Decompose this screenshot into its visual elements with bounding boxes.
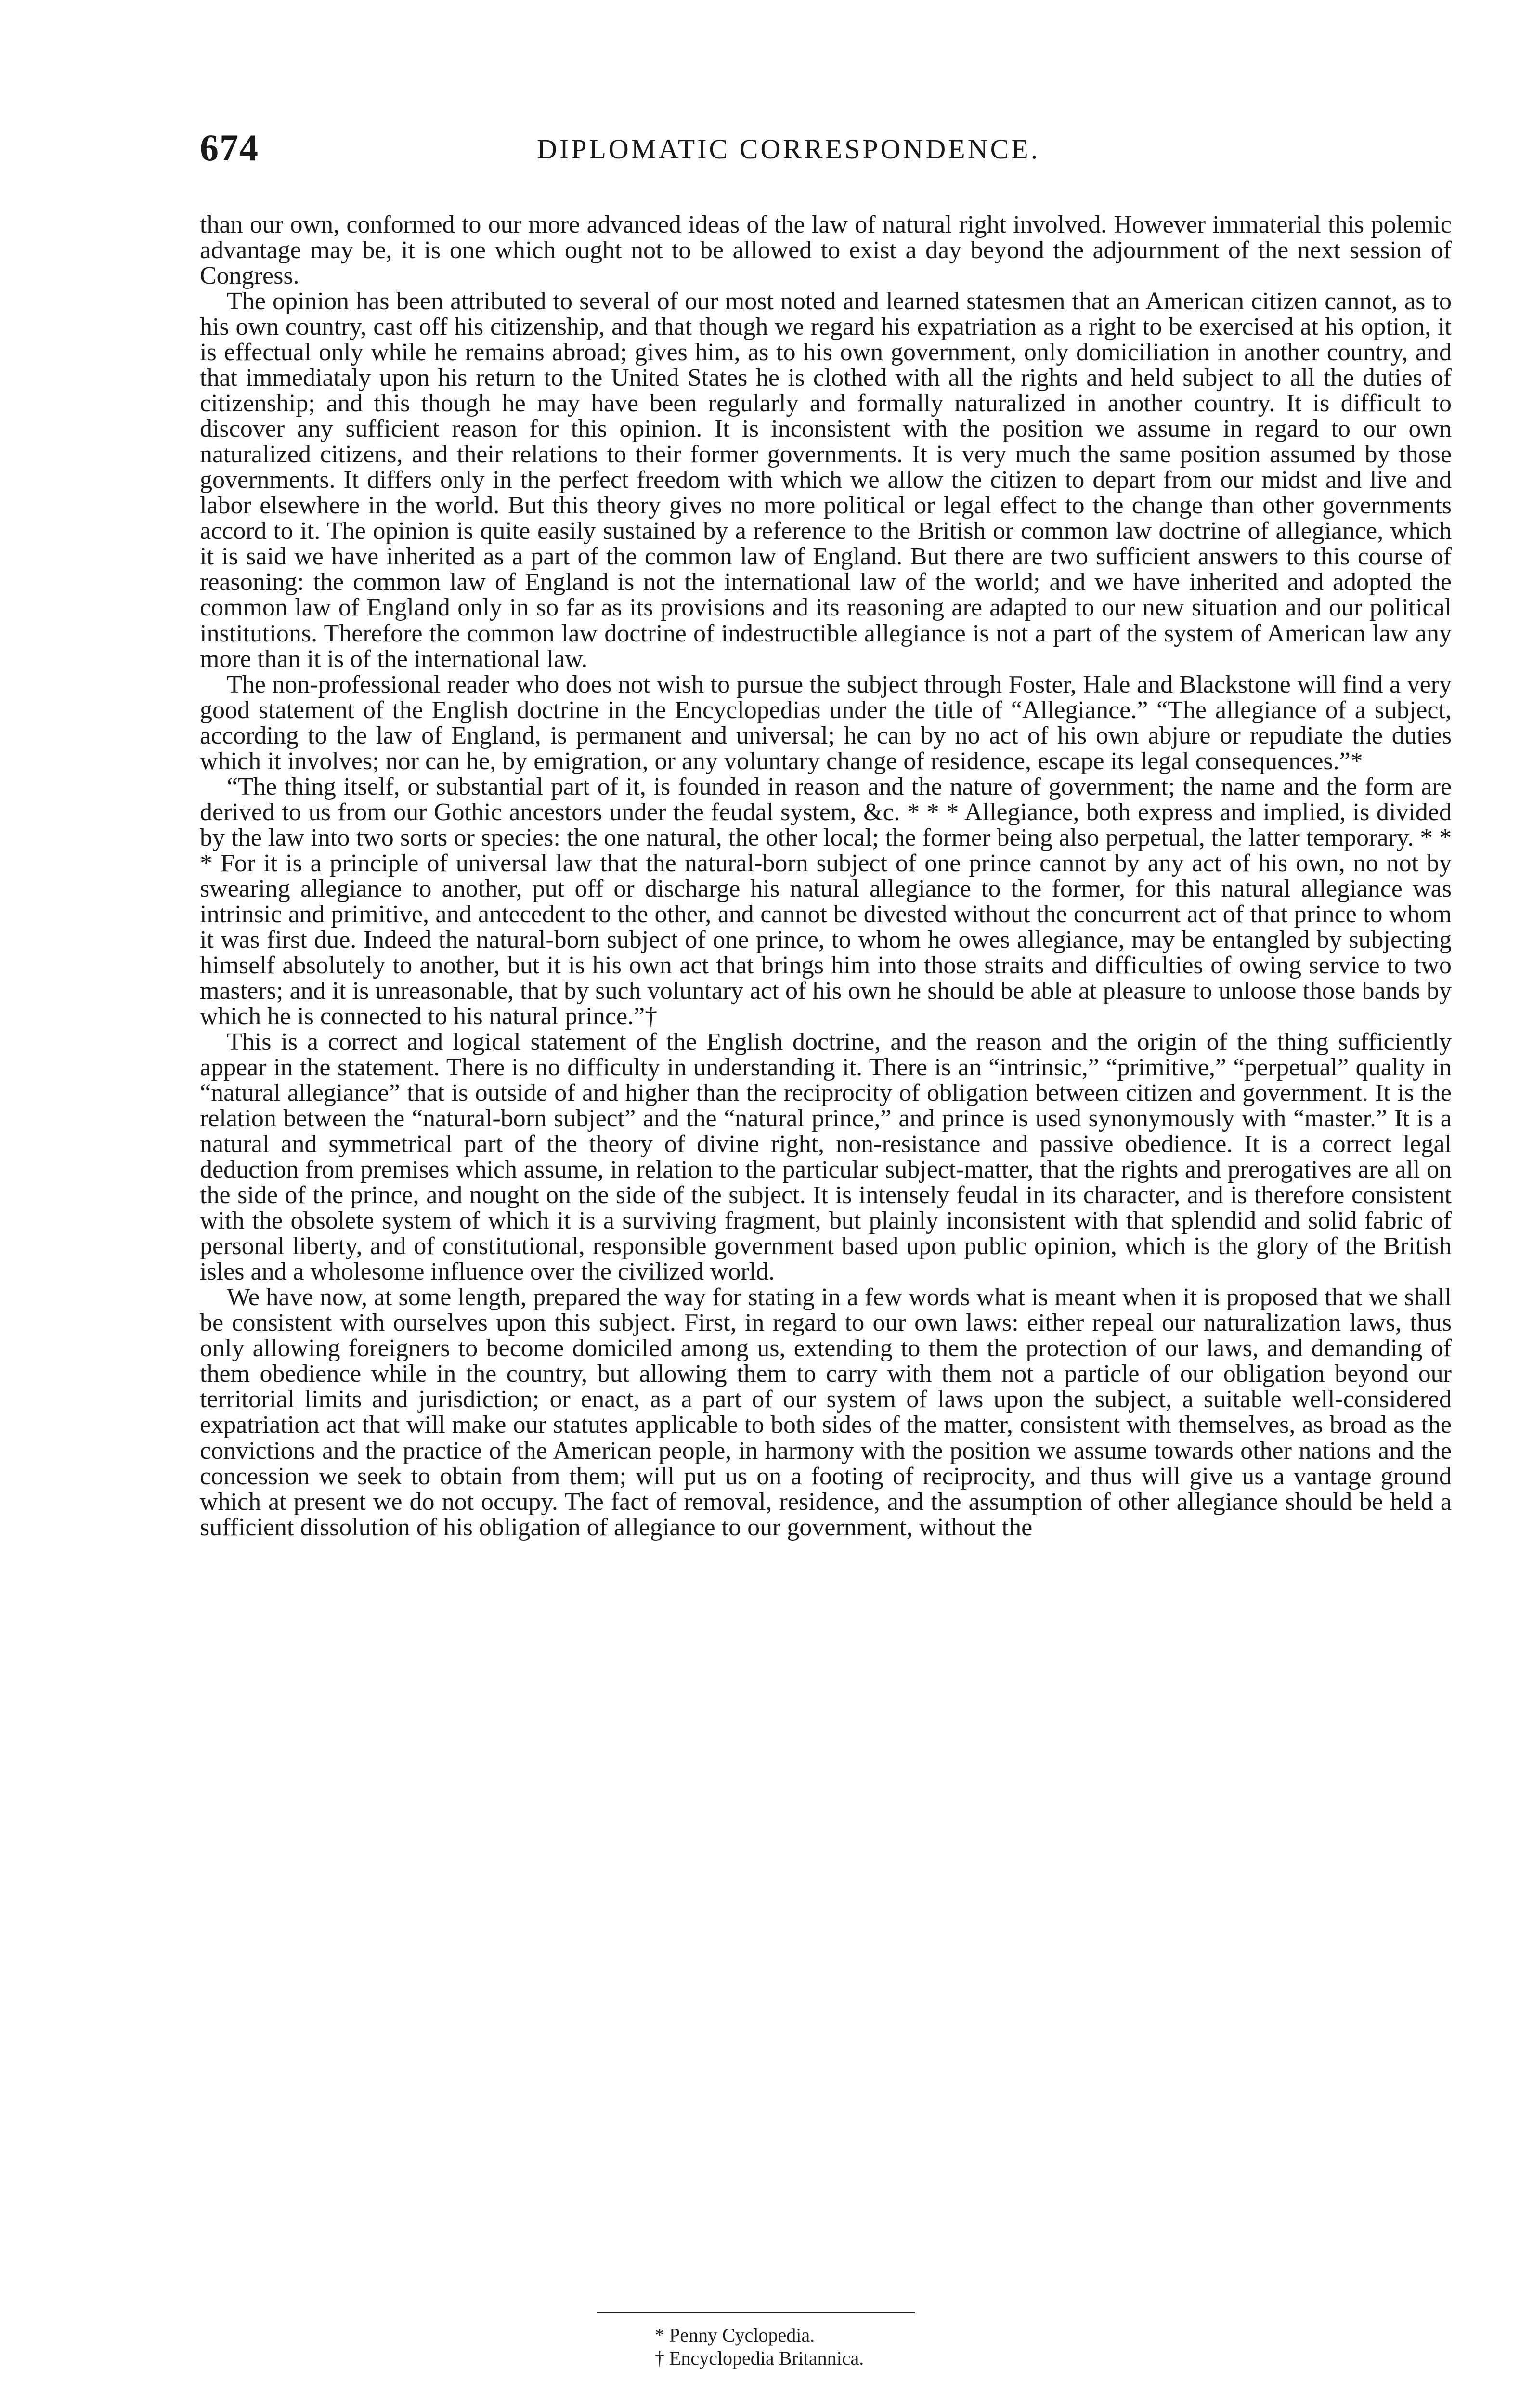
paragraph: The opinion has been attributed to several of our most noted and learned statesmen that an American citizen cannot, as to his own country, cast off his citizenship, and that though we regard his expatriation as a right to be exercised at his option, it is effectual only while he remains abroad; gives him, as to his own government, only domiciliation in another country, and that immediataly upon his return to the United States he is clothed with all the rights and held subject to all the duties of citizenship; and this though he may have been regularly and formally naturalized in another country. It is difficult to discover any sufficient reason for this opinion. It is inconsistent with the position we assume in regard to our own naturalized citizens, and their relations to their former governments. It is very much the same position assumed by those governments. It differs only in the perfect freedom with which we allow the citizen to depart from our midst and live and labor elsewhere in the world. But this theory gives no more political or legal effect to the change than other governments accord to it. The opinion is quite easily sustained by a reference to the British or common law doctrine of allegiance, which it is said we have inherited as a part of the common law of England. But there are two sufficient answers to this course of reasoning: the common law of England is not the international law of the world; and we have inherited and adopted the common law of England only in so far as its provisions and its reasoning are adapted to our new situation and our political institutions. Therefore the common law doctrine of indestructible allegiance is not a part of the system of American law any more than it is of the international law. <box>200 288 1452 673</box>
body-text <box>200 212 1452 2254</box>
footnote-divider <box>597 2312 915 2313</box>
footnotes <box>655 2324 1040 2370</box>
page-number: 674 <box>200 127 259 169</box>
footnote-item: † Encyclopedia Britannica. <box>655 2347 864 2369</box>
paragraph-continuation: than our own, conformed to our more advanced ideas of the law of natural right involved. However immaterial this polemic advantage may be, it is one which ought not to be allowed to exist a day beyond the adjournment of the next session of Congress. <box>200 212 1452 290</box>
paragraph: We have now, at some length, prepared the way for stating in a few words what is meant when it is proposed that we shall be consistent with ourselves upon this subject. First, in regard to our own laws: either repeal our naturalization laws, thus only allowing foreigners to become domiciled among us, extending to them the protection of our laws, and demanding of them obedience while in the country, but allowing them to carry with them not a particle of our obligation beyond our territorial limits and jurisdiction; or enact, as a part of our system of laws upon the subject, a suitable well-considered expatriation act that will make our statutes applicable to both sides of the matter, consistent with themselves, as broad as the convictions and the practice of the American people, in harmony with the position we assume towards other nations and the concession we seek to obtain from them; will put us on a footing of reciprocity, and thus will give us a vantage ground which at present we do not occupy. The fact of removal, residence, and the assumption of other allegiance should be held a sufficient dissolution of his obligation of allegiance to our government, without the <box>200 1283 1452 1541</box>
page-header <box>200 126 1452 184</box>
paragraph-quotation: “The thing itself, or substantial part of it, is founded in reason and the nature of government; the name and the form are derived to us from our Gothic ancestors under the feudal system, &c. * * * Allegiance, both express and implied, is divided by the law into two sorts or species: the one natural, the other local; the former being also perpetual, the latter temporary. * * * For it is a principle of universal law that the natural-born subject of one prince cannot by any act of his own, no not by swearing allegiance to another, put off or discharge his natural allegiance to the former, for this natural allegiance was intrinsic and primitive, and antecedent to the other, and cannot be divested without the concurrent act of that prince to whom it was first due. Indeed the natural-born subject of one prince, to whom he owes allegiance, may be entangled by subjecting himself absolutely to another, but it is his own act that brings him into those straits and difficulties of owing service to two masters; and it is unreasonable, that by such voluntary act of his own he should be able at pleasure to unloose those bands by which he is connected to his natural prince.”† <box>200 772 1452 1030</box>
running-head: DIPLOMATIC CORRESPONDENCE. <box>537 133 1040 165</box>
paragraph: This is a correct and logical statement of the English doctrine, and the reason and the origin of the thing sufficiently appear in the statement. There is no difficulty in understanding it. There is an “intrinsic,” “primitive,” “perpetual” quality in “natural allegiance” that is outside of and higher than the reciprocity of obligation between citizen and government. It is the relation between the “natural-born subject” and the “natural prince,” and prince is used synonymously with “master.” It is a natural and symmetrical part of the theory of divine right, non-resistance and passive obedience. It is a correct legal deduction from premises which assume, in relation to the particular subject-matter, that the rights and prerogatives are all on the side of the prince, and nought on the side of the subject. It is intensely feudal in its character, and is therefore consistent with the obsolete system of which it is a surviving fragment, but plainly inconsistent with that splendid and solid fabric of personal liberty, and of constitutional, responsible government based upon public opinion, which is the glory of the British isles and a wholesome influence over the civilized world. <box>200 1028 1452 1286</box>
paragraph: The non-professional reader who does not wish to pursue the subject through Foster, Hale and Blackstone will find a very good statement of the English doctrine in the Encyclopedias under the title of “Allegiance.” “The allegiance of a subject, according to the law of England, is permanent and universal; he can by no act of his own abjure or repudiate the duties which it involves; nor can he, by emigration, or any voluntary change of residence, escape its legal consequences.”* <box>200 670 1452 775</box>
footnote-item: * Penny Cyclopedia. <box>655 2324 815 2346</box>
